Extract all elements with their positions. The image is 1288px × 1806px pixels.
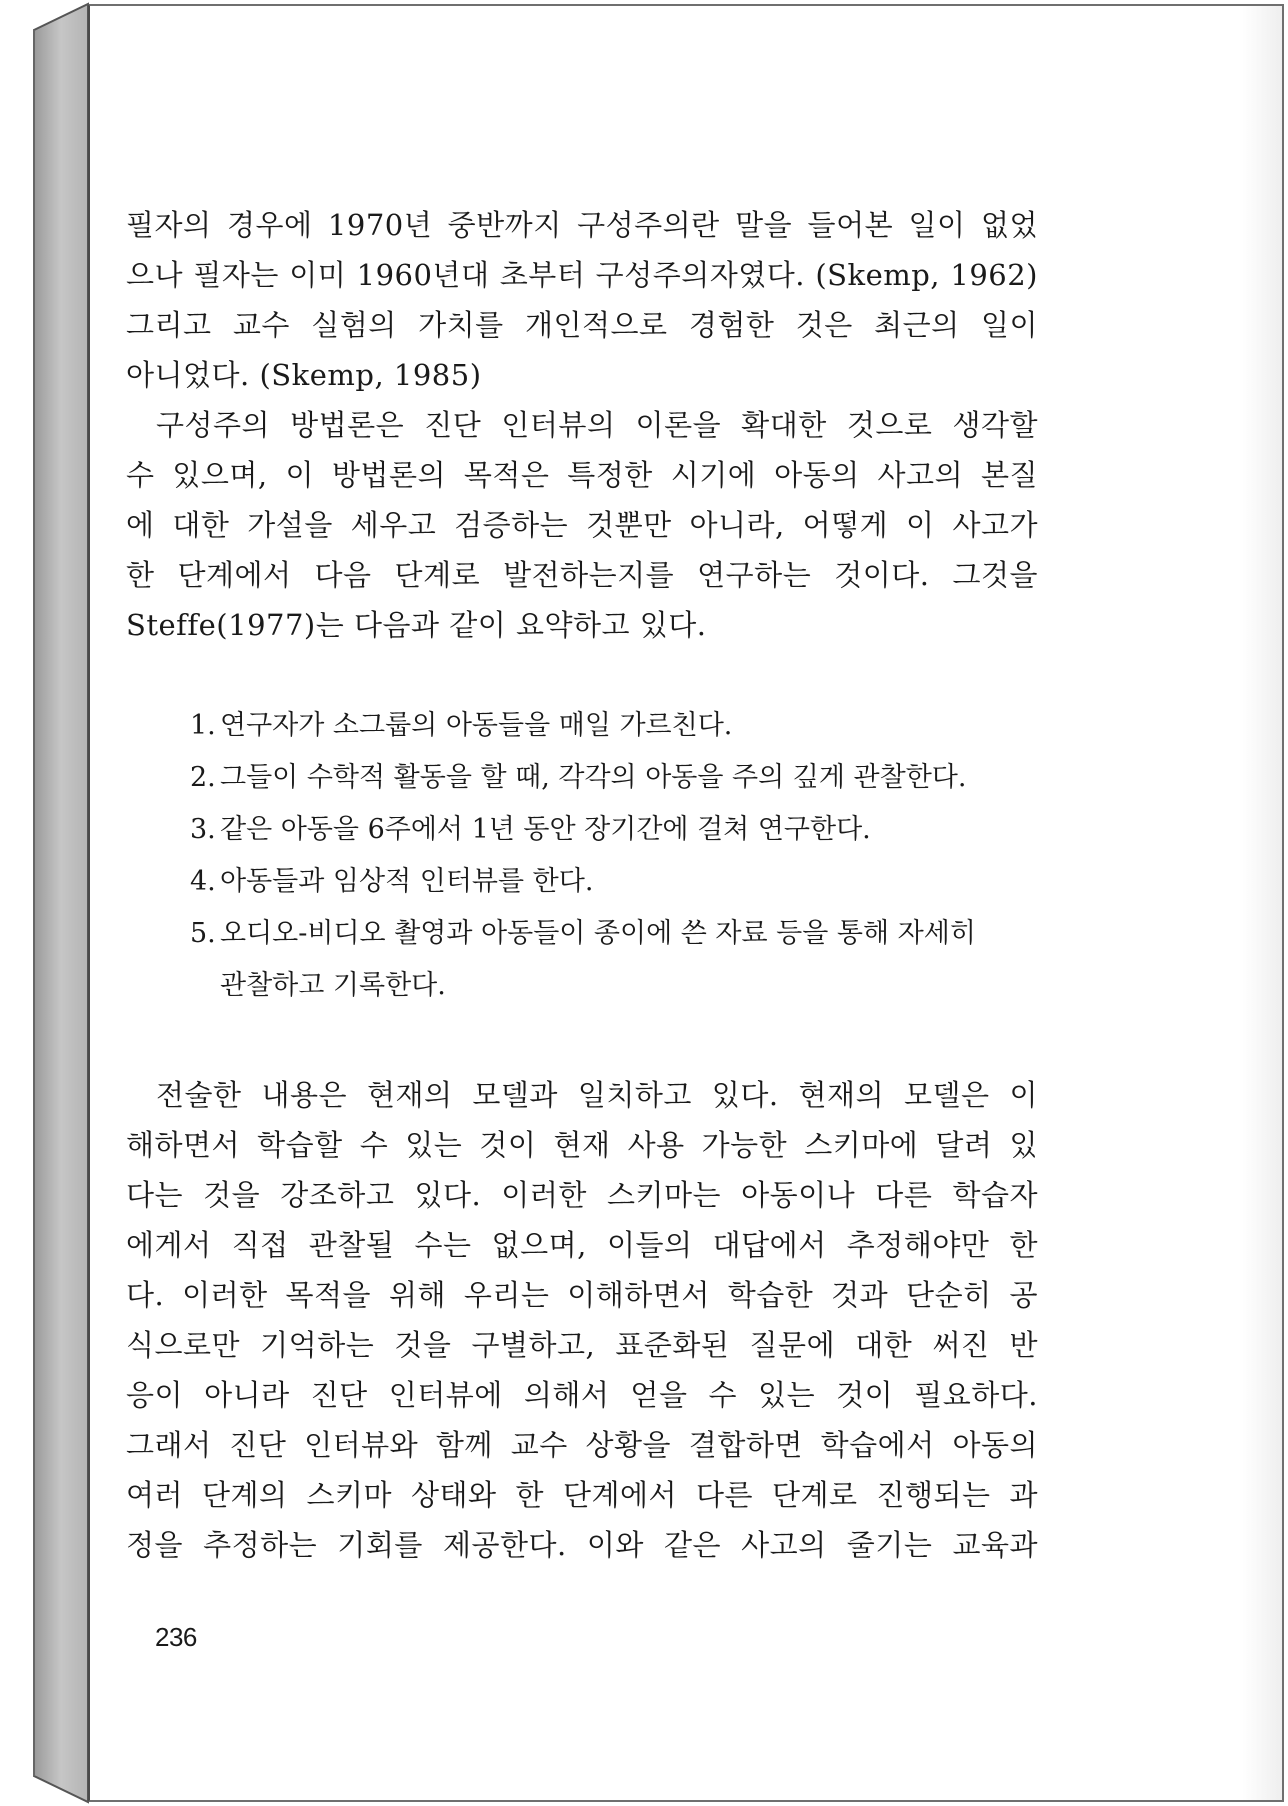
paragraph-2 [126, 400, 1038, 650]
text-line: 에 대한 가설을 세우고 검증하는 것뿐만 아니라, 어떻게 이 사고가 [126, 508, 1038, 542]
list-text: 아동들과 임상적 인터뷰를 한다. [220, 866, 594, 897]
list-text: 같은 아동을 6주에서 1년 동안 장기간에 걸쳐 연구한다. [220, 814, 871, 845]
text-line: 여러 단계의 스키마 상태와 한 단계에서 다른 단계로 진행되는 과 [126, 1478, 1038, 1512]
text-line: 식으로만 기억하는 것을 구별하고, 표준화된 질문에 대한 써진 반 [126, 1328, 1038, 1362]
list-item [190, 908, 1038, 1012]
text-line: Steffe(1977)는 다음과 같이 요약하고 있다. [126, 608, 707, 642]
text-line: 그리고 교수 실험의 가치를 개인적으로 경험한 것은 최근의 일이 [126, 308, 1038, 342]
text-line: 아니었다. (Skemp, 1985) [126, 358, 482, 392]
list-number: 2. [190, 762, 216, 793]
text-line: 응이 아니라 진단 인터뷰에 의해서 얻을 수 있는 것이 필요하다. [126, 1378, 1038, 1412]
list-text: 그들이 수학적 활동을 할 때, 각각의 아동을 주의 깊게 관찰한다. [220, 762, 967, 793]
text-line: 정을 추정하는 기회를 제공한다. 이와 같은 사고의 줄기는 교육과 [126, 1528, 1038, 1562]
list-number: 5. [190, 918, 216, 949]
list-item [190, 856, 1038, 908]
numbered-list [126, 700, 1038, 1012]
text-line: 한 단계에서 다음 단계로 발전하는지를 연구하는 것이다. 그것을 [126, 558, 1038, 592]
list-text: 오디오-비디오 촬영과 아동들이 종이에 쓴 자료 등을 통해 자세히 [220, 918, 976, 949]
page-number: 236 [155, 1622, 197, 1652]
list-text: 연구자가 소그룹의 아동들을 매일 가르친다. [220, 710, 733, 741]
page-edge-shade [1242, 6, 1282, 1800]
text-line: 해하면서 학습할 수 있는 것이 현재 사용 가능한 스키마에 달려 있 [126, 1128, 1038, 1162]
text-line: 필자의 경우에 1970년 중반까지 구성주의란 말을 들어본 일이 없었 [126, 208, 1038, 242]
paragraph-3 [126, 1070, 1038, 1570]
text-line: 구성주의 방법론은 진단 인터뷰의 이론을 확대한 것으로 생각할 [156, 408, 1038, 442]
list-item [190, 752, 1038, 804]
list-item [190, 804, 1038, 856]
list-number: 3. [190, 814, 216, 845]
text-line: 으나 필자는 이미 1960년대 초부터 구성주의자였다. (Skemp, 1962) [126, 258, 1038, 292]
text-line: 전술한 내용은 현재의 모델과 일치하고 있다. 현재의 모델은 이 [156, 1078, 1038, 1112]
list-number: 1. [190, 710, 216, 741]
paragraph-1 [126, 200, 1038, 400]
text-line: 수 있으며, 이 방법론의 목적은 특정한 시기에 아동의 사고의 본질 [126, 458, 1038, 492]
page-content [126, 200, 1038, 1570]
text-line: 에게서 직접 관찰될 수는 없으며, 이들의 대답에서 추정해야만 한 [126, 1228, 1038, 1262]
list-text-continued: 관찰하고 기록한다. [220, 970, 446, 1001]
list-number: 4. [190, 866, 216, 897]
text-line: 다는 것을 강조하고 있다. 이러한 스키마는 아동이나 다른 학습자 [126, 1178, 1038, 1212]
text-line: 다. 이러한 목적을 위해 우리는 이해하면서 학습한 것과 단순히 공 [126, 1278, 1038, 1312]
text-line: 그래서 진단 인터뷰와 함께 교수 상황을 결합하면 학습에서 아동의 [126, 1428, 1038, 1462]
list-item [190, 700, 1038, 752]
